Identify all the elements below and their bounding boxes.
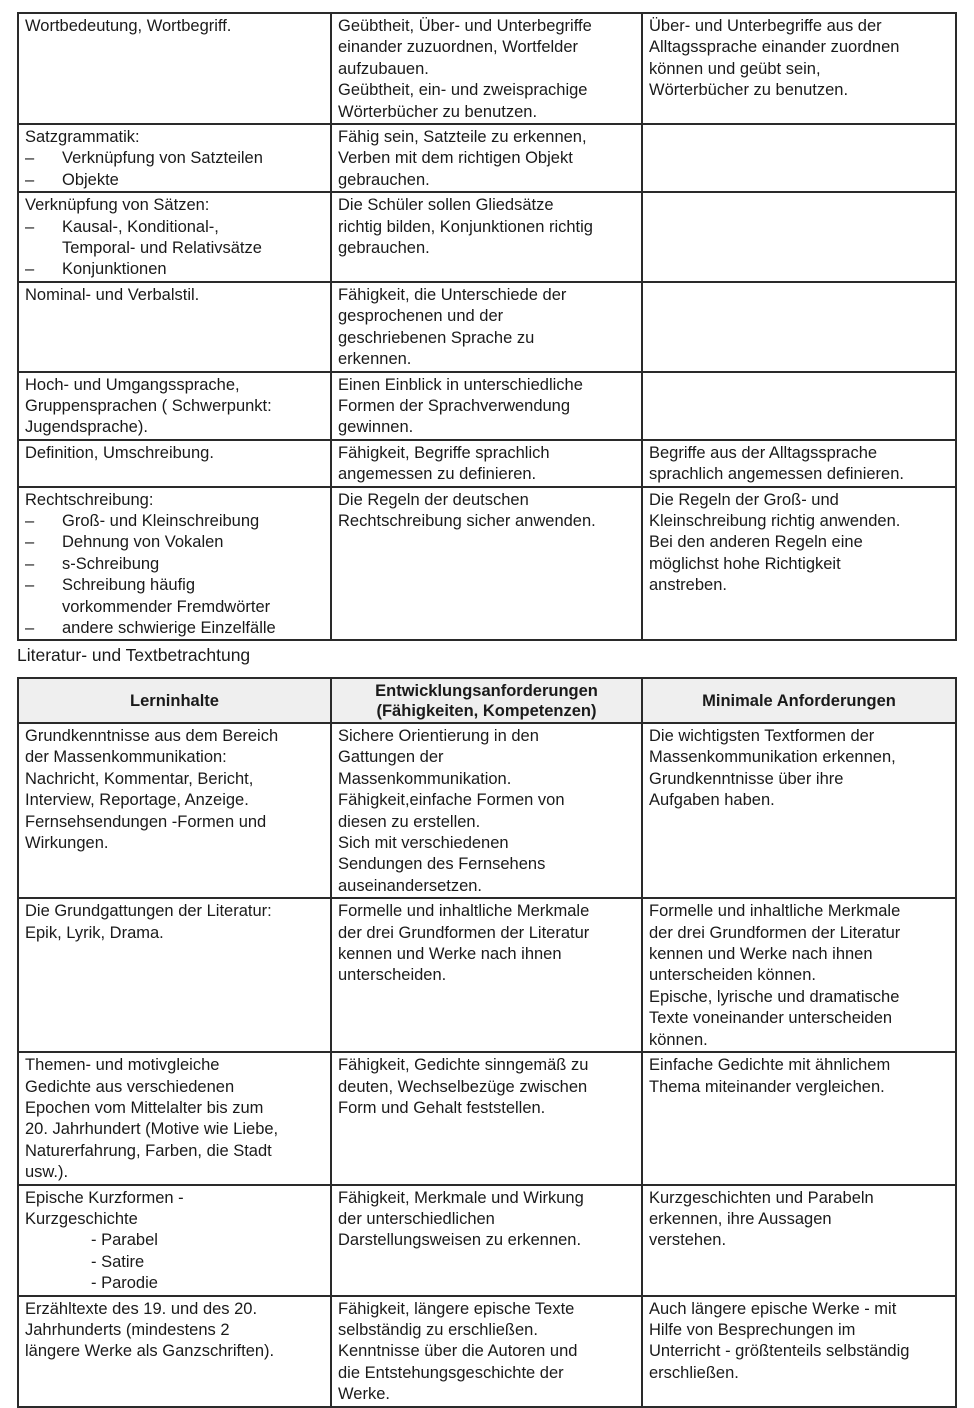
column-header-lerninhalte: Lerninhalte [18, 678, 331, 723]
cell-line: Einen Einblick in unterschiedliche [338, 375, 583, 394]
cell-line: Kleinschreibung richtig anwenden. [649, 511, 901, 530]
cell-line: der drei Grundformen der Literatur [338, 923, 590, 942]
cell-line: Form und Gehalt feststellen. [338, 1098, 546, 1117]
cell-line: unterscheiden können. [649, 966, 816, 985]
development-requirements-cell [331, 723, 642, 898]
dash-bullet: – [25, 533, 35, 552]
cell-line: Epische Kurzformen - [25, 1188, 184, 1207]
cell-line: Wirkungen. [25, 834, 109, 853]
cell-line: Nachricht, Kommentar, Bericht, [25, 769, 254, 788]
cell-line: Fähigkeit, Gedichte sinngemäß zu [338, 1056, 589, 1075]
language-requirements-table [17, 12, 957, 641]
development-requirements-cell [331, 372, 642, 440]
content-cell [18, 898, 331, 1052]
cell-line: Formelle und inhaltliche Merkmale [649, 902, 901, 921]
list-item-text: andere schwierige Einzelfälle [62, 618, 276, 637]
cell-line: können. [649, 1030, 708, 1049]
cell-line: Verben mit dem richtigen Objekt [338, 149, 573, 168]
list-item [25, 618, 324, 639]
table-row [18, 13, 956, 124]
content-cell [18, 192, 331, 282]
list-item-text: s-Schreibung [62, 554, 160, 573]
development-requirements-cell [331, 440, 642, 487]
list-item [25, 259, 324, 280]
dash-bullet: – [25, 217, 35, 236]
minimum-requirements-cell [642, 1185, 956, 1296]
minimum-requirements-cell [642, 124, 956, 192]
dash-bullet: – [25, 260, 35, 279]
minimum-requirements-cell [642, 13, 956, 124]
cell-line: gebrauchen. [338, 170, 430, 189]
cell-line: Sichere Orientierung in den [338, 727, 539, 745]
table-row [18, 1296, 956, 1407]
cell-line: anstreben. [649, 576, 727, 595]
cell-line: Wörterbücher zu benutzen. [338, 102, 538, 121]
dash-bullet: – [25, 618, 35, 637]
cell-line: Grundkenntnisse über ihre [649, 769, 844, 788]
table-row [18, 487, 956, 641]
minimum-requirements-cell [642, 282, 956, 372]
cell-line: der Massenkommunikation: [25, 748, 227, 767]
cell-line: Jahrhunderts (mindestens 2 [25, 1320, 230, 1339]
table-row [18, 372, 956, 440]
cell-line: Sendungen des Fernsehens [338, 855, 546, 874]
table-row [18, 723, 956, 898]
cell-line-indented: - Parodie [91, 1274, 158, 1293]
list-item [25, 170, 324, 191]
cell-line-indented: - Parabel [91, 1231, 158, 1250]
cell-line: sprachlich angemessen definieren. [649, 465, 904, 484]
content-cell [18, 1296, 331, 1407]
content-cell [18, 723, 331, 898]
cell-line: Die Regeln der Groß- und [649, 490, 839, 509]
minimum-requirements-cell [642, 1296, 956, 1407]
header-line: (Fähigkeiten, Kompetenzen) [376, 701, 597, 720]
cell-line: Gedichte aus verschiedenen [25, 1077, 235, 1096]
cell-line: Alltagssprache einander zuordnen [649, 38, 900, 57]
cell-line: der drei Grundformen der Literatur [649, 923, 901, 942]
cell-line: einander zuzuordnen, Wortfelder [338, 38, 579, 57]
cell-line: Nominal- und Verbalstil. [25, 285, 200, 304]
table-row [18, 1052, 956, 1184]
list-item [25, 532, 324, 553]
minimum-requirements-cell [642, 723, 956, 898]
content-cell [18, 13, 331, 124]
list-item-text: Kausal-, Konditional-, [62, 217, 219, 236]
column-header-entwicklungsanforderungen [331, 678, 642, 723]
development-requirements-cell [331, 282, 642, 372]
literature-requirements-table [17, 677, 957, 1408]
cell-line-indented: - Satire [91, 1252, 145, 1271]
development-requirements-cell [331, 1185, 642, 1296]
minimum-requirements-cell [642, 1052, 956, 1184]
table-row [18, 282, 956, 372]
cell-line: Verknüpfung von Sätzen: [25, 196, 210, 215]
minimum-requirements-cell [642, 898, 956, 1052]
cell-line: Die Schüler sollen Gliedsätze [338, 196, 554, 215]
cell-line: unterscheiden. [338, 966, 447, 985]
cell-line: Auch längere epische Werke - mit [649, 1299, 897, 1318]
cell-line: Epische, lyrische und dramatische [649, 987, 900, 1006]
cell-line: Thema miteinander vergleichen. [649, 1077, 885, 1096]
cell-line: Fähigkeit, die Unterschiede der [338, 285, 567, 304]
development-requirements-cell [331, 13, 642, 124]
cell-line: Interview, Reportage, Anzeige. [25, 791, 249, 810]
cell-line: Themen- und motivgleiche [25, 1056, 220, 1075]
cell-line: Massenkommunikation erkennen, [649, 748, 896, 767]
content-cell [18, 282, 331, 372]
cell-line: erkennen. [338, 350, 412, 369]
content-cell [18, 1185, 331, 1296]
minimum-requirements-cell [642, 192, 956, 282]
cell-line: Darstellungsweisen zu erkennen. [338, 1231, 582, 1250]
cell-line: Epochen vom Mittelalter bis zum [25, 1098, 264, 1117]
cell-line: Hoch- und Umgangssprache, [25, 375, 240, 394]
table-row [18, 1185, 956, 1296]
cell-line: Unterricht - größtenteils selbständig [649, 1342, 910, 1361]
cell-line: Jugendsprache). [25, 418, 148, 437]
cell-line: usw.). [25, 1163, 69, 1182]
list-item-text: Konjunktionen [62, 260, 167, 279]
column-header-minimale-anforderungen: Minimale Anforderungen [642, 678, 956, 723]
cell-line: Rechtschreibung sicher anwenden. [338, 511, 596, 530]
list-item-text: Schreibung häufig [62, 576, 196, 595]
cell-line: gesprochenen und der [338, 307, 504, 326]
table-header-row [18, 678, 956, 723]
cell-line: Gruppensprachen ( Schwerpunkt: [25, 396, 272, 415]
cell-line: Satzgrammatik: [25, 128, 140, 147]
development-requirements-cell [331, 898, 642, 1052]
minimum-requirements-cell [642, 440, 956, 487]
table-row [18, 898, 956, 1052]
cell-line: die Entstehungsgeschichte der [338, 1363, 564, 1382]
cell-line: geschriebenen Sprache zu [338, 328, 535, 347]
cell-line: selbständig zu erschließen. [338, 1320, 538, 1339]
cell-line: verstehen. [649, 1231, 727, 1250]
content-cell [18, 124, 331, 192]
cell-line: Geübtheit, ein- und zweisprachige [338, 81, 588, 100]
cell-line: Epik, Lyrik, Drama. [25, 923, 164, 942]
cell-line: Geübtheit, Über- und Unterbegriffe [338, 17, 592, 35]
table-row [18, 124, 956, 192]
table-row [18, 440, 956, 487]
cell-line: Erzähltexte des 19. und des 20. [25, 1299, 258, 1318]
cell-line: Aufgaben haben. [649, 791, 775, 810]
cell-line: Fähig sein, Satzteile zu erkennen, [338, 128, 587, 147]
list-item-text: Objekte [62, 170, 119, 189]
content-cell [18, 487, 331, 641]
development-requirements-cell [331, 192, 642, 282]
cell-line: Bei den anderen Regeln eine [649, 533, 863, 552]
cell-line: Naturerfahrung, Farben, die Stadt [25, 1141, 272, 1160]
cell-line: Fähigkeit,einfache Formen von [338, 791, 565, 810]
cell-line: Über- und Unterbegriffe aus der [649, 17, 882, 35]
cell-line: Einfache Gedichte mit ähnlichem [649, 1056, 891, 1075]
list-item [25, 575, 324, 596]
cell-line: Sich mit verschiedenen [338, 834, 509, 853]
dash-bullet: – [25, 511, 35, 530]
cell-line: Formen der Sprachverwendung [338, 396, 571, 415]
cell-line: kennen und Werke nach ihnen [649, 945, 873, 964]
cell-line: Fernsehsendungen -Formen und [25, 812, 267, 831]
development-requirements-cell [331, 124, 642, 192]
list-item [25, 511, 324, 532]
content-cell [18, 440, 331, 487]
cell-line: Kurzgeschichten und Parabeln [649, 1188, 874, 1207]
header-line: Entwicklungsanforderungen [375, 681, 598, 700]
list-item [25, 554, 324, 575]
cell-line: Formelle und inhaltliche Merkmale [338, 902, 590, 921]
list-item-continuation: Temporal- und Relativsätze [62, 239, 262, 258]
cell-line: Rechtschreibung: [25, 490, 154, 509]
cell-line: auseinandersetzen. [338, 876, 483, 895]
cell-line: kennen und Werke nach ihnen [338, 945, 562, 964]
cell-line: Texte voneinander unterscheiden [649, 1009, 893, 1028]
cell-line: der unterschiedlichen [338, 1209, 495, 1228]
cell-line: können und geübt sein, [649, 59, 821, 78]
cell-line: Gattungen der [338, 748, 444, 767]
table-row [18, 192, 956, 282]
cell-line: Fähigkeit, längere epische Texte [338, 1299, 575, 1318]
cell-line: angemessen zu definieren. [338, 465, 537, 484]
cell-line: längere Werke als Ganzschriften). [25, 1342, 275, 1361]
cell-line: gewinnen. [338, 418, 414, 437]
cell-line: aufzubauen. [338, 59, 429, 78]
cell-line: Massenkommunikation. [338, 769, 512, 788]
development-requirements-cell [331, 1052, 642, 1184]
cell-line: deuten, Wechselbezüge zwischen [338, 1077, 588, 1096]
list-item [25, 148, 324, 169]
cell-line: gebrauchen. [338, 239, 430, 258]
cell-line: Wortbedeutung, Wortbegriff. [25, 17, 232, 35]
list-item-continuation: vorkommender Fremdwörter [62, 597, 271, 616]
cell-line: Die wichtigsten Textformen der [649, 727, 875, 745]
development-requirements-cell [331, 487, 642, 641]
list-item [25, 217, 324, 238]
section-heading: Literatur- und Textbetrachtung [17, 645, 251, 665]
cell-line: Fähigkeit, Merkmale und Wirkung [338, 1188, 584, 1207]
cell-line: Begriffe aus der Alltagssprache [649, 443, 878, 462]
cell-line: Definition, Umschreibung. [25, 443, 214, 462]
cell-line: erkennen, ihre Aussagen [649, 1209, 832, 1228]
content-cell [18, 1052, 331, 1184]
dash-bullet: – [25, 576, 35, 595]
dash-bullet: – [25, 149, 35, 168]
cell-line: Die Regeln der deutschen [338, 490, 529, 509]
dash-bullet: – [25, 554, 35, 573]
minimum-requirements-cell [642, 372, 956, 440]
cell-line: Werke. [338, 1385, 390, 1404]
cell-line: diesen zu erstellen. [338, 812, 481, 831]
content-cell [18, 372, 331, 440]
cell-line: Die Grundgattungen der Literatur: [25, 902, 272, 921]
cell-line: richtig bilden, Konjunktionen richtig [338, 217, 593, 236]
cell-line: erschließen. [649, 1363, 739, 1382]
dash-bullet: – [25, 170, 35, 189]
list-item-text: Dehnung von Vokalen [62, 533, 224, 552]
minimum-requirements-cell [642, 487, 956, 641]
list-item-text: Groß- und Kleinschreibung [62, 511, 260, 530]
cell-line: Kenntnisse über die Autoren und [338, 1342, 578, 1361]
cell-line: Fähigkeit, Begriffe sprachlich [338, 443, 550, 462]
development-requirements-cell [331, 1296, 642, 1407]
cell-line: Grundkenntnisse aus dem Bereich [25, 727, 279, 745]
cell-line: Kurzgeschichte [25, 1209, 138, 1228]
cell-line: 20. Jahrhundert (Motive wie Liebe, [25, 1120, 279, 1139]
cell-line: Wörterbücher zu benutzen. [649, 81, 849, 100]
cell-line: Hilfe von Besprechungen im [649, 1320, 856, 1339]
list-item-text: Verknüpfung von Satzteilen [62, 149, 263, 168]
cell-line: möglichst hohe Richtigkeit [649, 554, 841, 573]
